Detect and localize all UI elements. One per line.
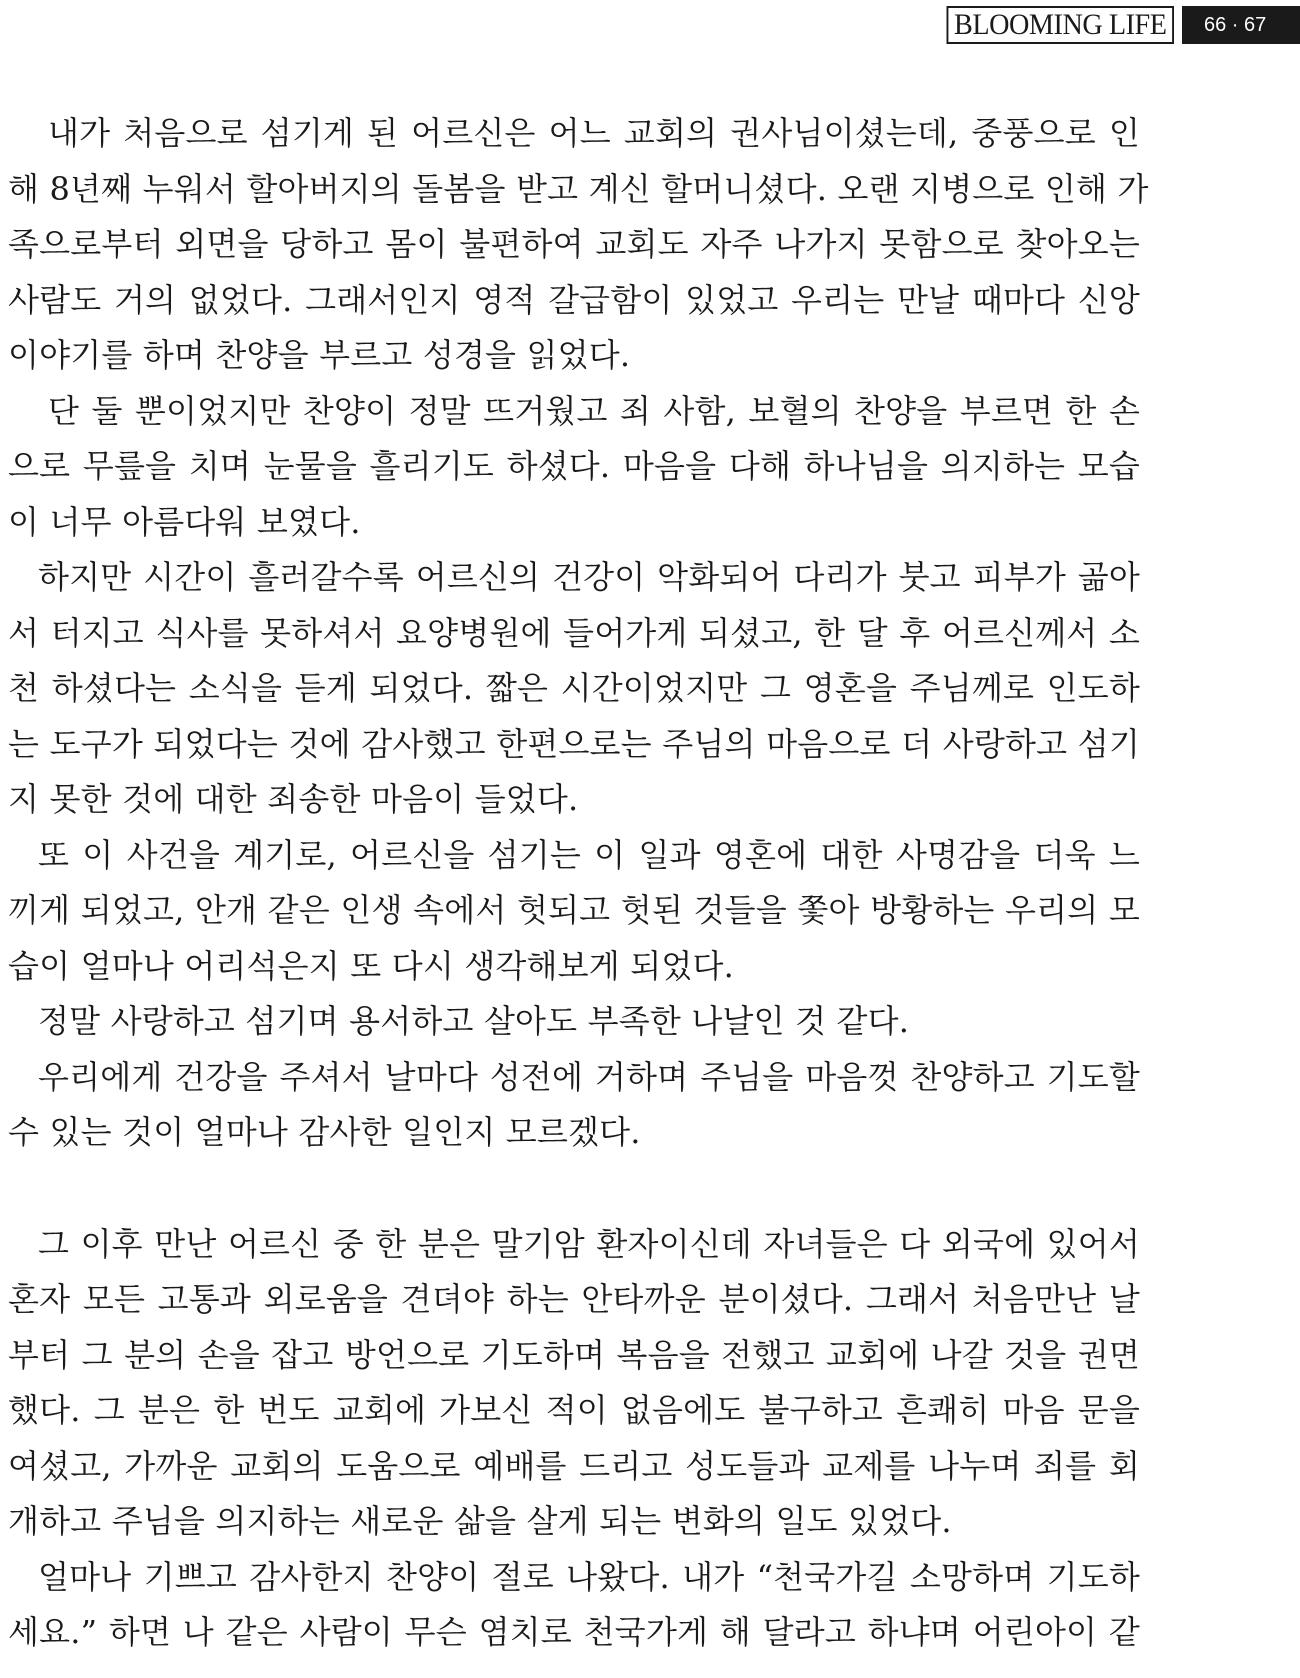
text-line: 또 이 사건을 계기로, 어르신을 섬기는 이 일과 영혼에 대한 사명감을 더욱 느 [38,835,1140,874]
text-line: 우리에게 건강을 주셔서 날마다 성전에 거하며 주님을 마음껏 찬양하고 기도할 [38,1057,1140,1096]
text-line: 정말 사랑하고 섬기며 용서하고 살아도 부족한 나날인 것 같다. [38,1002,910,1040]
text-line: 혼자 모든 고통과 외로움을 견뎌야 하는 안타까운 분이셨다. 그래서 처음만난 날 [8,1280,1140,1318]
text-line: 천 하셨다는 소식을 듣게 되었다. 짧은 시간이었지만 그 영혼을 주님께로 인도하 [8,669,1140,707]
text-line: 그 이후 만난 어르신 중 한 분은 말기암 환자이신데 자녀들은 다 외국에 있어서 [38,1224,1140,1263]
text-line: 개하고 주님을 의지하는 새로운 삶을 살게 되는 변화의 일도 있었다. [8,1502,952,1540]
text-line: 단 둘 뿐이었지만 찬양이 정말 뜨거웠고 죄 사함, 보혈의 찬양을 부르면 한 손 [48,391,1140,430]
text-line: 지 못한 것에 대한 죄송한 마음이 들었다. [8,780,579,818]
text-line: 사람도 거의 없었다. 그래서인지 영적 갈급함이 있었고 우리는 만날 때마다 신앙 [8,280,1140,319]
text-line: 는 도구가 되었다는 것에 감사했고 한편으로는 주님의 마음으로 더 사랑하고 섬기 [8,724,1140,763]
text-line: 서 터지고 식사를 못하셔서 요양병원에 들어가게 되셨고, 한 달 후 어르신께서 소 [8,613,1140,652]
text-line: 해 8년째 누워서 할아버지의 돌봄을 받고 계신 할머니셨다. 오랜 지병으로 인해 가 [8,169,1149,208]
text-line: 했다. 그 분은 한 번도 교회에 가보신 적이 없음에도 불구하고 흔쾌히 마음 문을 [8,1391,1140,1429]
magazine-title: BLOOMING LIFE [947,6,1174,44]
text-line: 얼마나 기쁘고 감사한지 찬양이 절로 나왔다. 내가 “천국가길 소망하며 기도하 [38,1557,1140,1596]
text-line: 이 너무 아름다워 보였다. [8,502,361,541]
text-line: 수 있는 것이 얼마나 감사한 일인지 모르겠다. [8,1113,641,1151]
section-break [8,1161,1140,1217]
text-line: 부터 그 분의 손을 잡고 방언으로 기도하며 복음을 전했고 교회에 나갈 것을 권면 [8,1335,1140,1374]
text-line: 내가 처음으로 섬기게 된 어르신은 어느 교회의 권사님이셨는데, 중풍으로 인 [48,114,1140,152]
text-line: 끼게 되었고, 안개 같은 인생 속에서 헛되고 헛된 것들을 쫓아 방황하는 우리의 모 [8,891,1140,929]
text-line: 세요.” 하면 나 같은 사람이 무슨 염치로 천국가게 해 달라고 하냐며 어린아이 같 [8,1613,1140,1651]
page-header [932,6,1300,44]
text-line: 하지만 시간이 흘러갈수록 어르신의 건강이 악화되어 다리가 붓고 피부가 곪아 [38,558,1140,596]
text-line: 여셨고, 가까운 교회의 도움으로 예배를 드리고 성도들과 교제를 나누며 죄를 회 [8,1446,1140,1485]
text-line: 이야기를 하며 찬양을 부르고 성경을 읽었다. [8,336,631,374]
text-line: 족으로부터 외면을 당하고 몸이 불편하여 교회도 자주 나가지 못함으로 찾아오는 [8,225,1140,263]
text-line: 으로 무릎을 치며 눈물을 흘리기도 하셨다. 마음을 다해 하나님을 의지하는 모습 [8,447,1140,485]
article-body [8,106,1149,1661]
page-numbers: 66 · 67 [1182,6,1300,44]
text-line: 습이 얼마나 어리석은지 또 다시 생각해보게 되었다. [8,946,734,985]
